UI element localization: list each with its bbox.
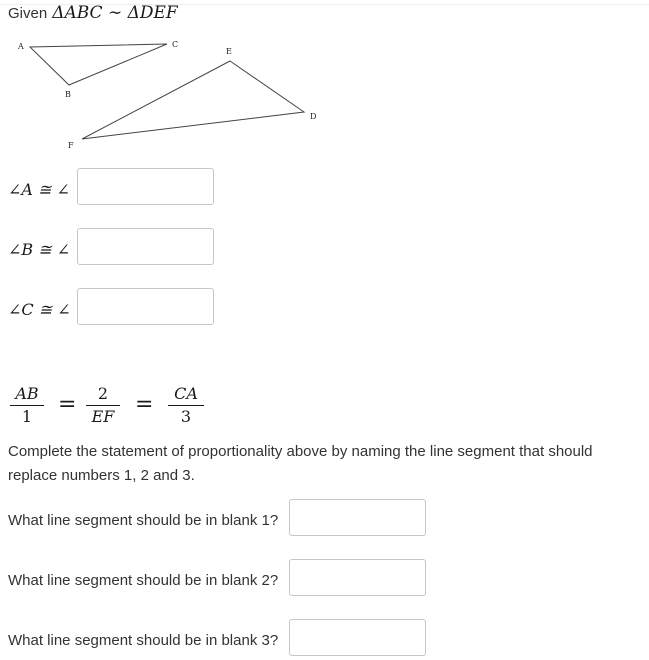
- fraction-ca-over-3: [168, 385, 204, 426]
- similar-triangles-figure: [0, 0, 649, 160]
- fraction-ef-denominator: EF: [91, 407, 115, 426]
- fraction-bar: [10, 405, 44, 406]
- blank-3-input[interactable]: [289, 619, 426, 656]
- fraction-bar: [86, 405, 120, 406]
- given-prefix: Given: [8, 5, 48, 22]
- angle-a-input[interactable]: [77, 168, 214, 205]
- vertex-label-e: E: [226, 47, 232, 56]
- angle-b-label: ∠B ≅ ∠: [8, 240, 71, 259]
- angle-c-label: ∠C ≅ ∠: [8, 300, 71, 319]
- equals-sign-1: =: [58, 392, 77, 417]
- fraction-2-numerator: 2: [97, 384, 109, 403]
- blank-3-question: What line segment should be in blank 3?: [8, 632, 279, 649]
- vertex-label-d: D: [310, 112, 317, 121]
- angle-c-input[interactable]: [77, 288, 214, 325]
- instructions-text: Complete the statement of proportionality above by naming the line segment that should replace numbers 1, 2 and 3.: [8, 443, 593, 484]
- fraction-ca-numerator: CA: [174, 384, 198, 403]
- blank-1-question: What line segment should be in blank 1?: [8, 512, 279, 529]
- vertex-label-c: C: [172, 40, 179, 49]
- blank-1-input[interactable]: [289, 499, 426, 536]
- triangle-def: [82, 61, 304, 139]
- fraction-ab-numerator: AB: [15, 384, 39, 403]
- similarity-statement: ΔABC ∼ ΔDEF: [52, 3, 178, 23]
- vertex-label-a: A: [18, 42, 24, 51]
- fraction-ab-over-1: [10, 385, 44, 426]
- fraction-2-over-ef: [86, 385, 120, 426]
- angle-b-input[interactable]: [77, 228, 214, 265]
- triangle-abc: [30, 44, 167, 85]
- blank-2-question: What line segment should be in blank 2?: [8, 572, 279, 589]
- fraction-ab-denominator: 1: [21, 407, 33, 426]
- fraction-3-denominator: 3: [180, 407, 192, 426]
- equals-sign-2: =: [135, 392, 154, 417]
- vertex-label-b: B: [65, 90, 71, 99]
- fraction-bar: [168, 405, 204, 406]
- angle-a-label: ∠A ≅ ∠: [8, 180, 70, 199]
- blank-2-input[interactable]: [289, 559, 426, 596]
- vertex-label-f: F: [68, 141, 74, 150]
